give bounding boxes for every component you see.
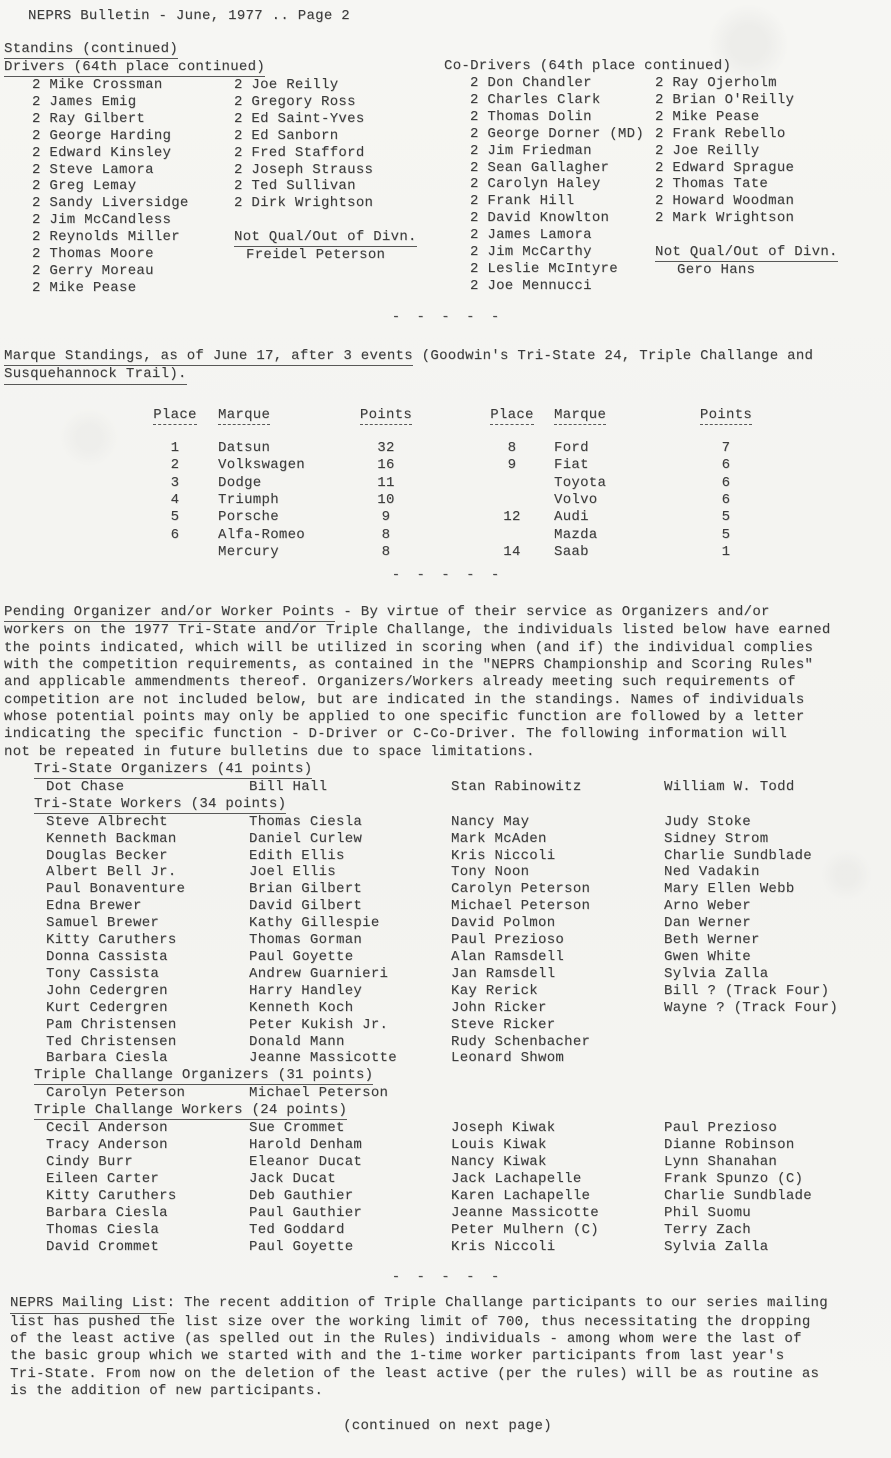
marque-row-cell: 3 — [170, 474, 180, 491]
group-col-3 — [451, 779, 664, 796]
worker-name: Thomas Ciesla — [46, 1221, 160, 1238]
group-heading-text: Triple Challange Workers (24 points) — [34, 1102, 348, 1119]
worker-name: Cindy Burr — [46, 1154, 134, 1171]
marque-heading-rest: (Goodwin's Tri-State 24, Triple Challange and — [412, 347, 814, 364]
worker-name: Peter Mulhern (C) — [451, 1221, 599, 1238]
worker-name: Edna Brewer — [46, 898, 142, 915]
group-heading-tristate-organizers — [4, 761, 891, 779]
pending-line: workers on the 1977 Tri-State and/or Triple Challange, the individuals listed below have earned — [4, 622, 831, 639]
codriver-entry: 2 Brian O'Reilly — [655, 91, 795, 108]
header-points — [680, 407, 772, 425]
worker-name: Kris Niccoli — [451, 1238, 556, 1255]
worker-name: Brian Gilbert — [249, 881, 363, 898]
marque-row — [142, 544, 432, 561]
driver-entry: 2 Mike Pease — [32, 279, 137, 296]
worker-name: Douglas Becker — [46, 847, 168, 864]
marque-row-cell — [480, 492, 544, 509]
worker-name: Rudy Schenbacher — [451, 1033, 591, 1050]
marque-row-cell: Saab — [554, 543, 589, 560]
codriver-entry: 2 Carolyn Haley — [470, 176, 601, 193]
group-heading-text: Tri-State Organizers (41 points) — [34, 760, 313, 777]
group-col-1 — [46, 814, 249, 1068]
worker-name: Kay Rerick — [451, 982, 539, 999]
codriver-entry: 2 James Lamora — [470, 227, 592, 244]
mailing-first-line-rest: : The recent addition of Triple Challange participants to our series mailing — [166, 1295, 828, 1312]
marque-row-cell: 1 — [170, 440, 180, 457]
mailing-line: Tri-State. From now on the deletion of the least active (per the rules) will be as routine as — [10, 1365, 820, 1382]
worker-name: Ted Goddard — [249, 1221, 345, 1238]
drivers-columns — [4, 77, 444, 297]
standings-title-text: Standins (continued) — [4, 41, 179, 57]
group-col-2 — [249, 1085, 451, 1102]
group-triple-workers — [4, 1120, 891, 1255]
pending-line: competition are not included below, but are indicated in the standings. Names of individuals — [4, 691, 805, 708]
marque-row-cell: 5 — [721, 509, 731, 526]
worker-name: Barbara Ciesla — [46, 1204, 168, 1221]
marque-row-cell: Fiat — [554, 457, 589, 474]
codriver-entry: 2 Charles Clark — [470, 91, 601, 108]
marque-row-cell: Dodge — [218, 474, 262, 491]
worker-name: Peter Kukish Jr. — [249, 1016, 389, 1033]
marque-row-cell: 5 — [721, 526, 731, 543]
pending-line: with the competition requirements, as contained in the "NEPRS Championship and Scoring Rules" — [4, 657, 814, 674]
organizer-name: Dot Chase — [46, 778, 125, 795]
mailing-line: list has pushed the list size over the working limit of 700, thus necessitating the dropping — [10, 1313, 811, 1330]
marque-row — [142, 457, 432, 474]
codriver-entry: 2 Don Chandler — [470, 75, 592, 91]
section-separator: - - - - - — [391, 1269, 504, 1286]
worker-name: Donna Cassista — [46, 948, 168, 965]
marque-row-cell: 9 — [381, 509, 391, 526]
codrivers-notqual-heading: Not Qual/Out of Divn. — [655, 244, 838, 261]
marque-tables — [142, 407, 891, 561]
worker-name: Terry Zach — [664, 1221, 752, 1238]
group-heading-triple-workers — [4, 1102, 891, 1120]
codriver-entry: 2 George Dorner (MD) — [470, 125, 645, 142]
marque-row-cell: 7 — [721, 440, 731, 457]
marque-row-cell: 12 — [503, 509, 521, 526]
organizer-name: Stan Rabinowitz — [451, 778, 582, 795]
codrivers-col1 — [470, 75, 655, 295]
header-marque — [544, 407, 680, 425]
worker-name: Sylvia Zalla — [664, 965, 769, 982]
marque-table-right-body — [480, 440, 772, 561]
marque-row-cell: 9 — [507, 457, 517, 474]
header-points — [340, 407, 432, 425]
marque-row-cell: 8 — [507, 440, 517, 457]
group-heading-text: Tri-State Workers (34 points) — [34, 795, 287, 812]
organizer-name: Michael Peterson — [249, 1085, 389, 1102]
group-heading-triple-organizers — [4, 1067, 891, 1085]
worker-name: Mark McAden — [451, 830, 547, 847]
pending-line: indicating the specific function - D-Driver or C-Co-Driver. The following information will — [4, 726, 788, 743]
worker-name: Pam Christensen — [46, 1016, 177, 1033]
worker-name: Barbara Ciesla — [46, 1050, 168, 1067]
marque-row-cell: 6 — [721, 474, 731, 491]
worker-name: Kris Niccoli — [451, 847, 556, 864]
section-separator: - - - - - — [391, 567, 504, 584]
header-marque-text: Marque — [554, 407, 606, 425]
mailing-body-lines — [10, 1314, 891, 1400]
marque-row-cell: Mercury — [218, 543, 279, 560]
driver-entry: 2 Joe Reilly — [234, 77, 339, 93]
worker-name: Harold Denham — [249, 1137, 363, 1154]
group-col-2 — [249, 1120, 451, 1255]
codriver-entry: 2 Frank Rebello — [655, 125, 786, 142]
worker-name: Deb Gauthier — [249, 1187, 354, 1204]
marque-heading-underlined: Marque Standings, as of June 17, after 3 events — [4, 348, 413, 367]
organizer-name: Bill Hall — [249, 778, 328, 795]
driver-entry: 2 Ted Sullivan — [234, 178, 356, 195]
header-points-text: Points — [700, 407, 752, 425]
worker-name: Edith Ellis — [249, 847, 345, 864]
pending-line: the points indicated, which will be utilized in scoring when (and if) the individual complies — [4, 639, 814, 656]
codrivers-col2-list — [655, 75, 838, 227]
drivers-col2-list — [234, 77, 417, 212]
mailing-first-line — [10, 1295, 891, 1313]
driver-entry: 2 Ed Saint-Yves — [234, 110, 365, 127]
marque-heading-line2: Susquehannock Trail). — [4, 366, 187, 385]
worker-name: Tony Noon — [451, 864, 530, 881]
marque-row-cell: 1 — [721, 543, 731, 560]
marque-row — [480, 509, 772, 526]
standings-title — [4, 41, 444, 59]
codrivers-notqual — [655, 244, 838, 279]
worker-name: Dianne Robinson — [664, 1137, 795, 1154]
worker-name: Jan Ramsdell — [451, 965, 556, 982]
header-marque — [208, 407, 340, 425]
pending-first-line — [4, 604, 891, 622]
marque-table-left — [142, 407, 432, 561]
organizer-name: William W. Todd — [664, 778, 795, 795]
marque-row — [480, 475, 772, 492]
group-col-1 — [46, 1085, 249, 1102]
drivers-notqual — [234, 229, 417, 264]
marque-row-cell — [480, 527, 544, 544]
codrivers-spacer — [444, 41, 891, 58]
worker-name: Sylvia Zalla — [664, 1238, 769, 1255]
mailing-list-paragraph — [4, 1295, 891, 1400]
codriver-entry: 2 Frank Hill — [470, 193, 575, 210]
worker-name: Jeanne Massicotte — [249, 1050, 397, 1067]
driver-entry: 2 James Emig — [32, 93, 137, 110]
marque-row — [480, 457, 772, 474]
worker-name: Jeanne Massicotte — [451, 1204, 599, 1221]
marque-row-cell: Mazda — [554, 526, 598, 543]
driver-entry: 2 Reynolds Miller — [32, 229, 180, 246]
codriver-entry: 2 Ray Ojerholm — [655, 75, 777, 91]
codrivers-notqual-name: Gero Hans — [677, 261, 756, 278]
header-place-text: Place — [490, 407, 534, 425]
worker-name: Steve Ricker — [451, 1016, 556, 1033]
group-col-1 — [46, 1120, 249, 1255]
group-col-4 — [664, 1085, 891, 1102]
marque-row — [480, 527, 772, 544]
header-place — [480, 407, 544, 425]
driver-entry: 2 Edward Kinsley — [32, 144, 172, 161]
header-place-text: Place — [153, 407, 197, 425]
codriver-entry: 2 David Knowlton — [470, 210, 610, 227]
marque-row-cell: 14 — [503, 543, 521, 560]
codriver-entry: 2 Sean Gallagher — [470, 159, 610, 176]
worker-name: Beth Werner — [664, 932, 760, 949]
codriver-entry: 2 Jim McCarthy — [470, 244, 592, 261]
header-points-text: Points — [360, 407, 412, 425]
organizer-name: Carolyn Peterson — [46, 1085, 186, 1102]
worker-name: Alan Ramsdell — [451, 948, 565, 965]
drivers-col2 — [234, 77, 417, 297]
marque-row — [142, 527, 432, 544]
driver-entry: 2 Ray Gilbert — [32, 110, 146, 127]
marque-row-cell: 4 — [170, 491, 180, 508]
worker-name: Phil Suomu — [664, 1204, 752, 1221]
driver-entry: 2 Dirk Wrightson — [234, 195, 374, 212]
worker-name: Karen Lachapelle — [451, 1187, 591, 1204]
group-col-4 — [664, 1120, 891, 1255]
marque-table-right-header — [480, 407, 772, 425]
codriver-entry: 2 Mike Pease — [655, 108, 760, 125]
marque-row-cell: 2 — [170, 457, 180, 474]
marque-row-cell: Audi — [554, 509, 589, 526]
codriver-entry: 2 Thomas Tate — [655, 176, 769, 193]
group-col-3 — [451, 1120, 664, 1255]
worker-name: John Ricker — [451, 999, 547, 1016]
marque-row-cell: 8 — [381, 543, 391, 560]
marque-row-cell: 10 — [377, 491, 395, 508]
worker-name: Paul Goyette — [249, 1238, 354, 1255]
pending-first-line-rest: - By virtue of their service as Organizers and/or — [334, 604, 770, 621]
codriver-entry: 2 Leslie McIntyre — [470, 260, 618, 277]
worker-name: Frank Spunzo (C) — [664, 1170, 804, 1187]
worker-name: Thomas Gorman — [249, 932, 363, 949]
pending-line: and applicable ammendments thereof. Organizers/Workers already meeting such requirements of — [4, 674, 796, 691]
driver-entry: 2 Thomas Moore — [32, 246, 154, 263]
worker-name: Samuel Brewer — [46, 915, 160, 932]
marque-row-cell: Volvo — [554, 491, 598, 508]
mailing-line: is the addition of new participants. — [10, 1382, 324, 1399]
header-marque-text: Marque — [218, 407, 270, 425]
marque-row — [480, 440, 772, 457]
group-tristate-workers — [4, 814, 891, 1068]
group-col-2 — [249, 814, 451, 1068]
worker-name: Thomas Ciesla — [249, 813, 363, 830]
worker-name: Eileen Carter — [46, 1170, 160, 1187]
group-tristate-organizers — [4, 779, 891, 796]
marque-row-cell — [480, 475, 544, 492]
group-heading-tristate-workers — [4, 796, 891, 814]
group-heading-text: Triple Challange Organizers (31 points) — [34, 1067, 374, 1084]
codriver-entry: 2 Thomas Dolin — [470, 108, 592, 125]
worker-name: Mary Ellen Webb — [664, 881, 795, 898]
marque-row-cell: 32 — [377, 440, 395, 457]
worker-name: Tony Cassista — [46, 965, 160, 982]
group-col-1 — [46, 779, 249, 796]
worker-name: Dan Werner — [664, 915, 752, 932]
worker-name: Charlie Sundblade — [664, 847, 812, 864]
marque-row-cell: Toyota — [554, 474, 607, 491]
worker-name: Arno Weber — [664, 898, 752, 915]
group-col-3 — [451, 1085, 664, 1102]
worker-name: Paul Prezioso — [451, 932, 565, 949]
drivers-heading — [4, 59, 444, 77]
worker-name: Kenneth Koch — [249, 999, 354, 1016]
worker-name: Kitty Caruthers — [46, 932, 177, 949]
group-col-2 — [249, 779, 451, 796]
worker-name: Ted Christensen — [46, 1033, 177, 1050]
drivers-heading-text: Drivers (64th place continued) — [4, 59, 266, 75]
codriver-entry: 2 Joe Reilly — [655, 142, 760, 159]
driver-entry: 2 Greg Lemay — [32, 178, 137, 195]
codriver-entry: 2 Jim Friedman — [470, 142, 592, 159]
marque-row-cell: Alfa-Romeo — [218, 526, 306, 543]
marque-row — [142, 440, 432, 457]
drivers-block — [4, 41, 444, 297]
worker-name: Wayne ? (Track Four) — [664, 999, 839, 1016]
marque-row-cell: Datsun — [218, 440, 271, 457]
worker-name: Jack Lachapelle — [451, 1170, 582, 1187]
worker-name: Kitty Caruthers — [46, 1187, 177, 1204]
worker-name: Lynn Shanahan — [664, 1154, 778, 1171]
marque-table-left-body — [142, 440, 432, 561]
worker-name: Harry Handley — [249, 982, 363, 999]
marque-row — [142, 509, 432, 526]
codrivers-block — [444, 41, 891, 297]
marque-row — [142, 492, 432, 509]
marque-heading — [4, 348, 891, 385]
marque-row-cell: Ford — [554, 440, 589, 457]
marque-row-cell: Porsche — [218, 509, 279, 526]
worker-name: Louis Kiwak — [451, 1137, 547, 1154]
driver-entry: 2 Ed Sanborn — [234, 127, 339, 144]
worker-name: Joel Ellis — [249, 864, 337, 881]
mailing-line: the basic group which we started with and the 1-time worker participants from last year's — [10, 1348, 785, 1365]
worker-name: Kenneth Backman — [46, 830, 177, 847]
worker-name: Tracy Anderson — [46, 1137, 168, 1154]
worker-name: Nancy Kiwak — [451, 1154, 547, 1171]
section-separator: - - - - - — [391, 308, 504, 325]
worker-name: Joseph Kiwak — [451, 1120, 556, 1137]
marque-row-cell: Volkswagen — [218, 457, 306, 474]
codriver-entry: 2 Mark Wrightson — [655, 210, 795, 227]
marque-row-cell: 6 — [170, 526, 180, 543]
driver-entry: 2 Sandy Liversidge — [32, 195, 189, 212]
marque-row-cell: 11 — [377, 474, 395, 491]
page-header: NEPRS Bulletin - June, 1977 .. Page 2 — [28, 8, 350, 24]
marque-row-cell — [142, 544, 208, 561]
standings-section — [4, 41, 891, 297]
codrivers-heading: Co-Drivers (64th place continued) — [444, 58, 732, 74]
worker-name: Paul Bonaventure — [46, 881, 186, 898]
worker-name: Jack Ducat — [249, 1170, 337, 1187]
codrivers-columns — [444, 75, 891, 295]
marque-row-cell: 6 — [721, 457, 731, 474]
worker-name: Paul Goyette — [249, 948, 354, 965]
worker-name: Judy Stoke — [664, 813, 752, 830]
worker-name: Gwen White — [664, 948, 752, 965]
group-col-4 — [664, 779, 891, 796]
marque-table-left-header — [142, 407, 432, 425]
drivers-col1 — [32, 77, 234, 297]
driver-entry: 2 Jim McCandless — [32, 212, 172, 229]
worker-name: Steve Albrecht — [46, 813, 168, 830]
worker-name: Cecil Anderson — [46, 1120, 168, 1137]
marque-row — [142, 475, 432, 492]
worker-name: Andrew Guarnieri — [249, 965, 389, 982]
continued-footer: (continued on next page) — [343, 1418, 552, 1435]
group-col-3 — [451, 814, 664, 1068]
marque-table-right — [480, 407, 772, 561]
worker-name: Kurt Cedergren — [46, 999, 168, 1016]
driver-entry: 2 Steve Lamora — [32, 161, 154, 178]
mailing-heading: NEPRS Mailing List — [10, 1295, 167, 1313]
pending-line: whose potential points may only be applied to one specific function are followed by a letter — [4, 708, 805, 725]
header-place — [142, 407, 208, 425]
worker-name: David Polmon — [451, 915, 556, 932]
codriver-entry: 2 Howard Woodman — [655, 193, 795, 210]
driver-entry: 2 Fred Stafford — [234, 144, 365, 161]
marque-row-cell: 6 — [721, 491, 731, 508]
marque-row-cell: 8 — [381, 526, 391, 543]
pending-body-lines — [4, 622, 891, 760]
marque-row-cell: 5 — [170, 509, 180, 526]
pending-line: not be repeated in future bulletins due to space limitations. — [4, 743, 535, 760]
drivers-notqual-heading: Not Qual/Out of Divn. — [234, 229, 417, 246]
worker-name: Donald Mann — [249, 1033, 345, 1050]
driver-entry: 2 George Harding — [32, 127, 172, 144]
codrivers-col2 — [655, 75, 838, 295]
marque-row-cell: Triumph — [218, 491, 279, 508]
marque-row — [480, 544, 772, 561]
codriver-entry: 2 Edward Sprague — [655, 159, 795, 176]
worker-name: Albert Bell Jr. — [46, 864, 177, 881]
worker-name: Daniel Curlew — [249, 830, 363, 847]
worker-name: Carolyn Peterson — [451, 881, 591, 898]
worker-name: Kathy Gillespie — [249, 915, 380, 932]
worker-name: Paul Gauthier — [249, 1204, 363, 1221]
worker-name: Leonard Shwom — [451, 1050, 565, 1067]
pending-points-paragraph — [4, 604, 891, 761]
worker-name: David Gilbert — [249, 898, 363, 915]
worker-name: Eleanor Ducat — [249, 1154, 363, 1171]
worker-name: Michael Peterson — [451, 898, 591, 915]
worker-name: Charlie Sundblade — [664, 1187, 812, 1204]
pending-heading: Pending Organizer and/or Worker Points — [4, 604, 335, 622]
driver-entry: 2 Gerry Moreau — [32, 262, 154, 279]
worker-name: Sidney Strom — [664, 830, 769, 847]
worker-name: David Crommet — [46, 1238, 160, 1255]
driver-entry: 2 Joseph Strauss — [234, 161, 374, 178]
worker-name: Bill ? (Track Four) — [664, 982, 830, 999]
mailing-line: of the least active (as spelled out in the Rules) individuals - among whom were the last of — [10, 1331, 802, 1348]
codriver-entry: 2 Joe Mennucci — [470, 277, 592, 294]
group-triple-organizers — [4, 1085, 891, 1102]
worker-name: Sue Crommet — [249, 1120, 345, 1137]
marque-row-cell: 16 — [377, 457, 395, 474]
worker-name: Nancy May — [451, 813, 530, 830]
worker-name: John Cedergren — [46, 982, 168, 999]
drivers-notqual-name: Freidel Peterson — [246, 247, 386, 264]
group-col-4 — [664, 814, 891, 1068]
driver-entry: 2 Gregory Ross — [234, 93, 356, 110]
worker-name: Ned Vadakin — [664, 864, 760, 881]
marque-row — [480, 492, 772, 509]
driver-entry: 2 Mike Crossman — [32, 77, 163, 93]
worker-name: Paul Prezioso — [664, 1120, 778, 1137]
